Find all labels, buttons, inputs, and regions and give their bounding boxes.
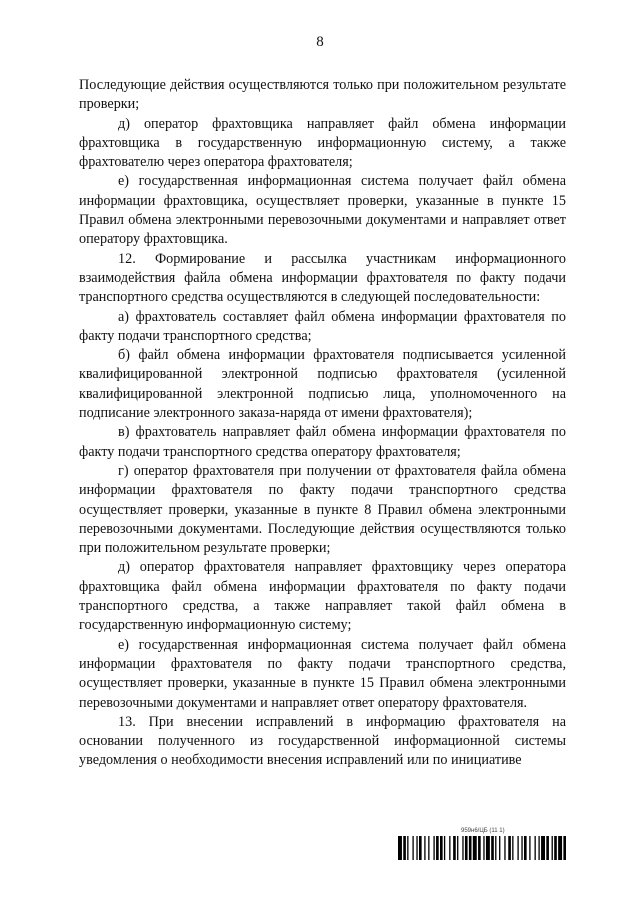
barcode-bar — [436, 836, 439, 860]
barcode-bar — [491, 836, 494, 860]
barcode-bar — [517, 836, 518, 860]
barcode-bar — [508, 836, 511, 860]
barcode-bar — [440, 836, 443, 860]
barcode-bar — [449, 836, 450, 860]
barcode-bar — [499, 836, 500, 860]
paragraph: д) оператор фрахтовщика направляет файл обмена информации фрахтовщика в государственную информационную систему, а также фрахтователю через оператора фрахтователя; — [79, 115, 566, 171]
barcode-bar — [453, 836, 456, 860]
barcode-bar — [524, 836, 527, 860]
barcode-bar — [558, 836, 562, 860]
barcode-bar — [483, 836, 484, 860]
paragraph: е) государственная информационная система получает файл обмена информации фрахтователя по факту подачи транспортного средства, осуществляет проверки, указанные в пункте 15 Правил обмена электронными перевозочными документами и направляет ответ оператору фрахтователя. — [79, 636, 566, 711]
barcode-bar — [457, 836, 458, 860]
barcode-bar — [419, 836, 422, 860]
barcode-bar — [495, 836, 496, 860]
document-code: 959н6/ЦБ (11 1) — [461, 828, 505, 834]
barcode — [398, 836, 566, 860]
paragraph: Последующие действия осуществляются только при положительном результате проверки; — [79, 77, 566, 113]
barcode-bar — [428, 836, 429, 860]
barcode-bar — [478, 836, 481, 860]
paragraph: в) фрахтователь направляет файл обмена информации фрахтователя по факту подачи транспортного средства оператору фрахтователя; — [79, 424, 566, 460]
paragraph: д) оператор фрахтователя направляет фрахтовщику через оператора фрахтовщика файл обмена информации фрахтователя по факту подачи транспортного средства, а также направляет такой файл обмена в государственную информационную систему; — [79, 559, 566, 634]
paragraph: г) оператор фрахтователя при получении от фрахтователя файла обмена информации фрахтователя по факту подачи транспортного средства осуществляет проверки, указанные в пункте 8 Правил обмена электронными перевозочными документами. Последующие действия осуществляются только при положительном результате проверки; — [79, 462, 566, 557]
barcode-bar — [465, 836, 468, 860]
barcode-bar — [424, 836, 425, 860]
barcode-bar — [433, 836, 434, 860]
barcode-bar — [529, 836, 530, 860]
document-body — [79, 76, 566, 771]
barcode-bar — [541, 836, 545, 860]
barcode-bar — [563, 836, 566, 860]
barcode-bar — [486, 836, 490, 860]
barcode-bar — [512, 836, 513, 860]
paragraph: б) файл обмена информации фрахтователя подписывается усиленной квалифицированной электронной подписью фрахтователя (усиленной квалифицированной электронной подписью лица, уполномоченного на подписание электронного заказа-наряда от имени фрахтователя); — [79, 347, 566, 422]
barcode-bar — [444, 836, 445, 860]
barcode-bar — [546, 836, 549, 860]
barcode-bar — [398, 836, 402, 860]
paragraph: 12. Формирование и рассылка участникам информационного взаимодействия файла обмена информации фрахтователя по факту подачи транспортного средства осуществляются в следующей последовательности: — [79, 250, 566, 306]
paragraph: е) государственная информационная система получает файл обмена информации фрахтовщика, осуществляет проверки, указанные в пункте 15 Правил обмена электронными перевозочными документами и направляет ответ оператору фрахтовщика. — [79, 173, 566, 248]
barcode-bar — [473, 836, 477, 860]
page-number: 8 — [316, 34, 324, 50]
barcode-bar — [403, 836, 406, 860]
barcode-bar — [535, 836, 536, 860]
barcode-bar — [412, 836, 413, 860]
barcode-bar — [462, 836, 463, 860]
barcode-bar — [552, 836, 553, 860]
paragraph: 13. При внесении исправлений в информацию фрахтователя на основании полученного из государственной информационной системы уведомления о необходимости внесения исправлений или по инициативе — [79, 713, 566, 769]
barcode-bar — [416, 836, 417, 860]
barcode-bar — [469, 836, 472, 860]
barcode-bar — [504, 836, 505, 860]
barcode-bar — [554, 836, 557, 860]
barcode-bar — [538, 836, 539, 860]
barcode-bar — [407, 836, 408, 860]
paragraph: а) фрахтователь составляет файл обмена информации фрахтователя по факту подачи транспортного средства; — [79, 308, 566, 344]
barcode-bar — [521, 836, 522, 860]
